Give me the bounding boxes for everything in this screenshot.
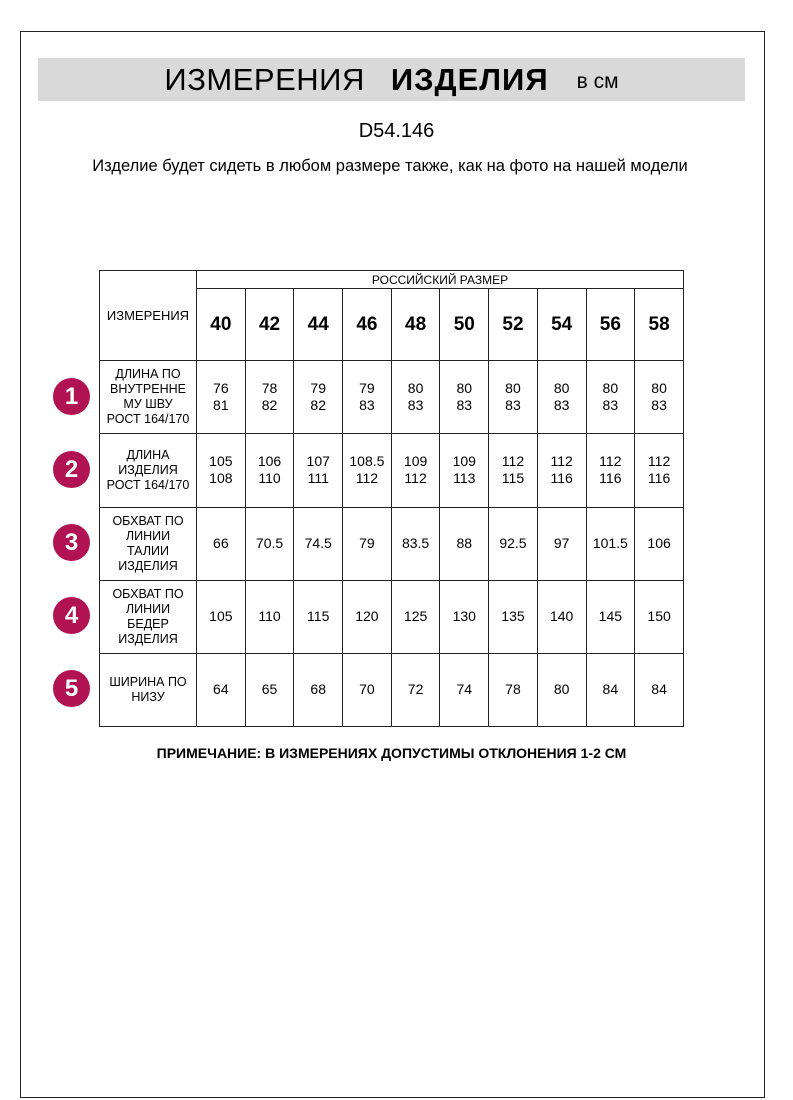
size-header-56: 56 [586,289,635,361]
cell-value: 112 [550,453,573,470]
row-number-badge: 4 [53,597,90,634]
cell-value: 70 [359,681,375,698]
size-header-54: 54 [537,289,586,361]
size-header-42: 42 [245,289,294,361]
row-number-badge: 3 [53,524,90,561]
table-cell [245,361,294,434]
cell-value: 83 [359,397,375,414]
row-label-line: ЛИНИИ [125,528,171,543]
table-cell [489,580,538,653]
cell-value: 76 [213,380,229,397]
row-number-badge: 2 [53,451,90,488]
table-cell [391,507,440,580]
table-cell [586,361,635,434]
cell-value: 83.5 [401,535,430,552]
table-cell [245,653,294,726]
table-cell [294,361,343,434]
cell-value: 83 [602,397,619,414]
title-light: ИЗМЕРЕНИЯ [164,61,365,97]
cell-value: 120 [355,608,379,625]
size-header-52: 52 [489,289,538,361]
row-label-line: ОБХВАТ ПО [112,513,184,528]
cell-value: 116 [550,470,573,487]
table-cell [440,653,489,726]
table-cell [343,361,392,434]
cell-value: 115 [501,470,525,487]
cell-value: 116 [599,470,622,487]
table-cell [197,361,246,434]
cell-value: 105 [209,453,233,470]
cell-value: 78 [261,380,278,397]
cell-value: 83 [407,397,424,414]
cell-value: 145 [598,608,623,625]
table-cell [537,653,586,726]
table-cell [197,580,246,653]
table-cell [245,580,294,653]
cell-value: 106 [647,535,671,552]
cell-value: 111 [307,470,329,487]
table-cell [489,434,538,507]
cell-value: 116 [647,470,671,487]
cell-value: 81 [213,397,229,414]
cell-value: 110 [258,608,281,625]
cell-value: 79 [359,535,375,552]
table-cell [197,507,246,580]
cell-value: 78 [505,681,521,698]
cell-value: 113 [453,470,476,487]
cell-value: 66 [213,535,229,552]
cell-value: 84 [602,681,619,698]
row-label-line: ЛИНИИ [125,601,171,616]
table-cell [537,434,586,507]
row-label-line: ДЛИНА [126,447,170,462]
article-code: D54.146 [358,120,435,142]
cell-value: 74 [456,681,473,698]
cell-value: 68 [310,681,326,698]
row-label-line: НИЗУ [131,689,165,704]
table-cell [391,653,440,726]
table-cell [343,507,392,580]
cell-value: 83 [651,397,667,414]
table-cell [343,653,392,726]
table-cell [635,507,684,580]
size-header-50: 50 [440,289,489,361]
cell-value: 80 [602,380,619,397]
row-label-line: ИЗДЕЛИЯ [118,462,178,477]
table-cell [245,434,294,507]
table-cell [294,434,343,507]
table-cell [294,653,343,726]
cell-value: 125 [403,608,428,625]
cell-value: 108 [209,470,233,487]
cell-value: 92.5 [499,535,527,552]
table-cell [489,653,538,726]
table-cell [537,361,586,434]
table-cell [586,507,635,580]
table-cell [440,361,489,434]
table-cell [537,580,586,653]
table-row [100,361,684,434]
table-cell [391,580,440,653]
table-row [100,653,684,726]
cell-value: 112 [501,453,525,470]
table-cell [635,434,684,507]
table-cell [197,434,246,507]
row-label-line: ОБХВАТ ПО [112,586,184,601]
table-cell [245,507,294,580]
cell-value: 70.5 [255,535,284,552]
title-band [38,58,745,101]
table-cell [391,361,440,434]
cell-value: 80 [407,380,424,397]
row-label-line: ТАЛИИ [126,543,169,558]
table-cell [635,361,684,434]
table-row [100,507,684,580]
table-cell [489,507,538,580]
size-group-header: РОССИЙСКИЙ РАЗМЕР [197,271,684,289]
title-unit: в см [576,69,619,93]
cell-value: 140 [549,608,574,625]
cell-value: 110 [258,470,281,487]
cell-value: 80 [456,380,473,397]
cell-value: 88 [456,535,473,552]
table-cell [294,580,343,653]
table-cell [391,434,440,507]
cell-value: 79 [310,380,326,397]
tolerance-note: ПРИМЕЧАНИЕ: В ИЗМЕРЕНИЯХ ДОПУСТИМЫ ОТКЛОНЕНИЯ 1-2 СМ [156,745,627,761]
cell-value: 80 [553,681,570,698]
row-label-line: БЕДЕР [127,616,169,631]
page-title [38,58,745,101]
row-label-line: ВНУТРЕННЕ [109,382,186,397]
table-cell [343,580,392,653]
table-cell [635,653,684,726]
cell-value: 83 [456,397,473,414]
row-label [100,653,197,726]
size-header-40: 40 [197,289,246,361]
table-cell [586,653,635,726]
size-table [99,270,684,727]
cell-value: 82 [261,397,278,414]
cell-value: 115 [307,608,330,625]
table-cell [586,580,635,653]
table-cell [440,580,489,653]
table-cell [635,580,684,653]
row-label [100,507,197,580]
table-cell [586,434,635,507]
cell-value: 84 [651,681,667,698]
cell-value: 83 [505,397,521,414]
fit-description: Изделие будет сидеть в любом размере также, как на фото на нашей модели [92,157,688,175]
cell-value: 130 [452,608,476,625]
row-label-line: ШИРИНА ПО [109,674,187,689]
size-header-44: 44 [294,289,343,361]
size-header-58: 58 [635,289,684,361]
table-row [100,580,684,653]
cell-value: 82 [310,397,326,414]
row-label-line: МУ ШВУ [123,397,173,412]
row-label [100,580,197,653]
cell-value: 65 [261,681,278,698]
table-cell [294,507,343,580]
cell-value: 72 [407,681,424,698]
row-label-line: ИЗДЕЛИЯ [118,631,178,646]
size-header-48: 48 [391,289,440,361]
cell-value: 112 [404,470,427,487]
cell-value: 112 [599,453,622,470]
row-label [100,361,197,434]
size-header-46: 46 [343,289,392,361]
row-number-badge: 1 [53,378,90,415]
cell-value: 105 [209,608,233,625]
cell-value: 79 [359,380,375,397]
table-row [100,434,684,507]
cell-value: 74.5 [304,535,332,552]
cell-value: 83 [553,397,570,414]
table-cell [489,361,538,434]
table-cell [537,507,586,580]
cell-value: 80 [553,380,570,397]
cell-value: 112 [647,453,671,470]
cell-value: 106 [257,453,282,470]
cell-value: 109 [452,453,476,470]
row-number-badge: 5 [53,670,90,707]
row-label [100,434,197,507]
cell-value: 107 [306,453,330,470]
cell-value: 108.5 [349,453,385,470]
row-label-line: ДЛИНА ПО [115,367,181,382]
cell-value: 112 [355,470,379,487]
row-label-line: ИЗДЕЛИЯ [118,558,178,573]
row-label-line: РОСТ 164/170 [106,412,190,427]
table-cell [440,507,489,580]
cell-value: 150 [647,608,671,625]
row-label-line: РОСТ 164/170 [106,477,190,492]
table-cell [197,653,246,726]
cell-value: 109 [403,453,428,470]
cell-value: 135 [501,608,525,625]
cell-value: 80 [651,380,667,397]
cell-value: 80 [505,380,521,397]
table-cell [343,434,392,507]
cell-value: 101.5 [592,535,628,552]
measure-header: ИЗМЕРЕНИЯ [100,271,197,361]
cell-value: 97 [553,535,570,552]
table-cell [440,434,489,507]
title-bold: ИЗДЕЛИЯ [390,61,549,97]
cell-value: 64 [213,681,229,698]
